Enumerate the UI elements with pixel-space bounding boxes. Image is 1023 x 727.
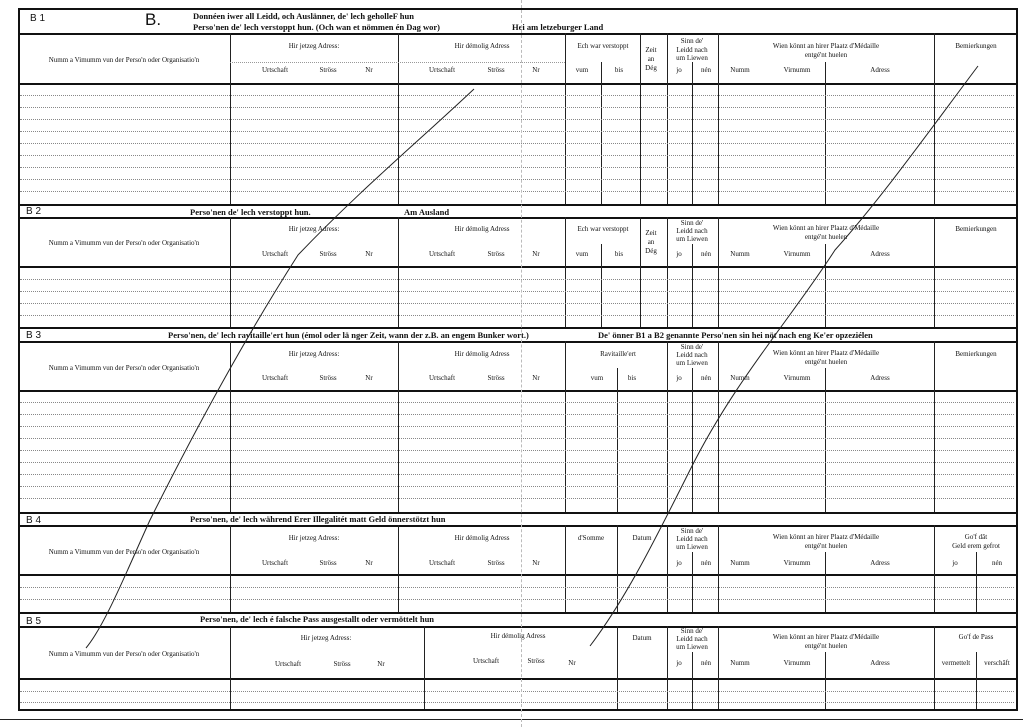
col-uertschaft: Urtschaft: [261, 374, 289, 382]
col-numm: Numm: [730, 374, 750, 382]
col-medal: Wien könnt an hirer Plaatz d'Médaille: [772, 349, 880, 357]
col-nr: Nr: [365, 374, 373, 382]
col-no: nén: [700, 559, 712, 567]
col-stross: Ströss: [319, 559, 337, 567]
col-adress: Adress: [870, 659, 890, 667]
col-adress: Adress: [870, 250, 890, 258]
col-uertschaft: Urtschaft: [428, 66, 456, 74]
col-adress: Adress: [870, 66, 890, 74]
col-to: bis: [614, 250, 624, 258]
col-medal: entgé'nt huelen: [804, 233, 848, 241]
col-virnumm: Virnumm: [783, 374, 811, 382]
col-nr: Nr: [377, 660, 385, 668]
section-title: Perso'nen de' lech verstoppt hun.: [190, 207, 311, 217]
col-alive: Leidd nach: [676, 46, 708, 54]
section-title: Perso'nen, de' lech während Erer Illegalitét matt Geld önnerstötzt hun: [190, 514, 446, 524]
col-virnumm: Virnumm: [783, 559, 811, 567]
col-name-header: Numm a Vimumm vun der Perso'n oder Organisatio'n: [48, 56, 200, 64]
col-nr: Nr: [532, 66, 540, 74]
col-from: vum: [590, 374, 604, 382]
col-current-address: Hir jetzeg Adress:: [288, 225, 340, 233]
section-code: B 1: [30, 13, 46, 24]
col-yes: jo: [676, 66, 682, 74]
col-remarks: Bemierkungen: [955, 350, 997, 358]
section-letter: B.: [145, 10, 162, 29]
col-alive: Leidd nach: [676, 227, 708, 235]
col-virnumm: Virnumm: [783, 66, 811, 74]
col-alive: um Liewen: [676, 235, 708, 243]
section-code: B 5: [26, 616, 42, 627]
col-virnumm: Virnumm: [783, 659, 811, 667]
col-yes: jo: [676, 659, 682, 667]
col-medal: entgé'nt huelen: [804, 358, 848, 366]
col-pass-issued: vermettelt: [941, 659, 971, 667]
col-name-header: Numm a Vimumm vun der Perso'n oder Organisatio'n: [48, 650, 200, 658]
col-yes: jo: [676, 250, 682, 258]
col-hidden: Ech war verstoppt: [577, 225, 629, 233]
col-yes: jo: [676, 559, 682, 567]
col-medal: Wien könnt an hirer Plaatz d'Médaille: [772, 224, 880, 232]
col-adress: Adress: [870, 374, 890, 382]
col-current-address: Hir jetzeg Adress:: [288, 534, 340, 542]
col-uertschaft: Urtschaft: [428, 374, 456, 382]
col-medal: entgé'nt huelen: [804, 51, 848, 59]
col-alive: Leidd nach: [676, 635, 708, 643]
col-pass: Go'f de Pass: [958, 633, 994, 641]
col-to: bis: [614, 66, 624, 74]
col-stross: Ströss: [319, 374, 337, 382]
col-money-asked: Geld erem gefrot: [952, 542, 1000, 550]
col-yes: jo: [952, 559, 958, 567]
col-money-asked: Go'f dât: [964, 533, 988, 541]
col-numm: Numm: [730, 659, 750, 667]
col-no: nén: [700, 659, 712, 667]
col-medal: Wien könnt an hirer Plaatz d'Médaille: [772, 533, 880, 541]
col-from: vum: [575, 250, 589, 258]
col-stross: Ströss: [487, 250, 505, 258]
col-medal: Wien könnt an hirer Plaatz d'Médaille: [772, 633, 880, 641]
col-medal: Wien könnt an hirer Plaatz d'Médaille: [772, 42, 880, 50]
col-name-header: Numm a Vimumm vun der Perso'n oder Organisatio'n: [48, 548, 200, 556]
col-yes: jo: [676, 374, 682, 382]
col-stross: Ströss: [319, 250, 337, 258]
col-remarks: Bemierkungen: [955, 42, 997, 50]
col-current-address: Hir jetzeg Adress:: [288, 350, 340, 358]
col-alive: Sinn de': [680, 37, 704, 45]
col-nr: Nr: [568, 659, 576, 667]
col-stross: Ströss: [487, 374, 505, 382]
col-current-address: Hir jetzeg Adress:: [288, 42, 340, 50]
col-current-address: Hir jetzeg Adress:: [300, 634, 352, 642]
col-time: an: [647, 238, 655, 246]
col-stross: Ströss: [333, 660, 351, 668]
section-note: De' önner B1 a B2 genannte Perso'nen sin hei nöt nach eng Ke'er opzeziélen: [598, 330, 873, 340]
col-time: Zeit: [645, 229, 657, 237]
col-numm: Numm: [730, 250, 750, 258]
section-title: Donnéen iwer all Leidd, och Auslänner, de' lech geholleF hun: [193, 11, 414, 21]
section-subtitle: Perso'nen de' lech verstoppt hun. (Och wan et nömmen én Dag wor): [193, 22, 440, 32]
col-nr: Nr: [532, 559, 540, 567]
col-stross: Ströss: [527, 657, 545, 665]
col-nr: Nr: [365, 559, 373, 567]
col-former-address: Hir démolig Adress: [490, 632, 546, 640]
section-code: B 4: [26, 515, 42, 526]
col-datum: Datum: [632, 534, 652, 542]
col-name-header: Numm a Vimumm vun der Perso'n oder Organisatio'n: [48, 364, 200, 372]
col-time: Zeit: [645, 46, 657, 54]
section-location: Hei am letzeburger Land: [512, 22, 604, 32]
col-remarks: Bemierkungen: [955, 225, 997, 233]
col-stross: Ströss: [487, 559, 505, 567]
col-former-address: Hir démolig Adress: [454, 42, 510, 50]
col-former-address: Hir démolig Adress: [454, 350, 510, 358]
col-uertschaft: Urtschaft: [472, 657, 500, 665]
col-alive: um Liewen: [676, 643, 708, 651]
col-medal: entgé'nt huelen: [804, 642, 848, 650]
col-pass-made: verschâft: [984, 659, 1010, 667]
section-code: B 3: [26, 330, 42, 341]
col-alive: Sinn de': [680, 343, 704, 351]
col-alive: Sinn de': [680, 527, 704, 535]
col-alive: Sinn de': [680, 627, 704, 635]
col-ravitaille: Ravitaille'ert: [600, 350, 636, 358]
col-hidden: Ech war verstoppt: [577, 42, 629, 50]
col-medal: entgé'nt huelen: [804, 542, 848, 550]
col-somme: d'Somme: [577, 534, 605, 542]
col-no: nén: [700, 66, 712, 74]
section-title: Perso'nen, de' lech ravitaille'ert hun (émol oder lä nger Zeit, wann der z.B. an engem Bunker wort.): [168, 330, 529, 340]
col-uertschaft: Urtschaft: [274, 660, 302, 668]
col-nr: Nr: [532, 374, 540, 382]
section-location: Am Ausland: [404, 207, 450, 217]
col-nr: Nr: [365, 250, 373, 258]
section-code: B 2: [26, 206, 42, 217]
col-time: Dég: [645, 64, 657, 72]
col-uertschaft: Urtschaft: [261, 559, 289, 567]
col-uertschaft: Urtschaft: [261, 250, 289, 258]
section-title: Perso'nen, de' lech é falsche Pass ausgestallt oder vermöttelt hun: [200, 614, 435, 624]
col-virnumm: Virnumm: [783, 250, 811, 258]
col-stross: Ströss: [487, 66, 505, 74]
col-alive: Sinn de': [680, 219, 704, 227]
col-nr: Nr: [365, 66, 373, 74]
col-alive: um Liewen: [676, 543, 708, 551]
col-former-address: Hir démolig Adress: [454, 534, 510, 542]
col-alive: Leidd nach: [676, 351, 708, 359]
col-alive: um Liewen: [676, 359, 708, 367]
col-stross: Ströss: [319, 66, 337, 74]
col-time: Dég: [645, 247, 657, 255]
col-name-header: Numm a Vimumm vun der Perso'n oder Organisatio'n: [48, 239, 200, 247]
col-time: an: [647, 55, 655, 63]
col-uertschaft: Urtschaft: [428, 250, 456, 258]
col-no: nén: [700, 374, 712, 382]
col-numm: Numm: [730, 559, 750, 567]
fold-line: [521, 0, 522, 727]
col-uertschaft: Urtschaft: [261, 66, 289, 74]
col-former-address: Hir démolig Adress: [454, 225, 510, 233]
col-alive: um Liewen: [676, 54, 708, 62]
col-numm: Numm: [730, 66, 750, 74]
col-alive: Leidd nach: [676, 535, 708, 543]
col-adress: Adress: [870, 559, 890, 567]
col-uertschaft: Urtschaft: [428, 559, 456, 567]
col-datum: Datum: [632, 634, 652, 642]
col-no: nén: [700, 250, 712, 258]
col-nr: Nr: [532, 250, 540, 258]
col-from: vum: [575, 66, 589, 74]
col-no: nén: [991, 559, 1003, 567]
col-to: bis: [627, 374, 637, 382]
